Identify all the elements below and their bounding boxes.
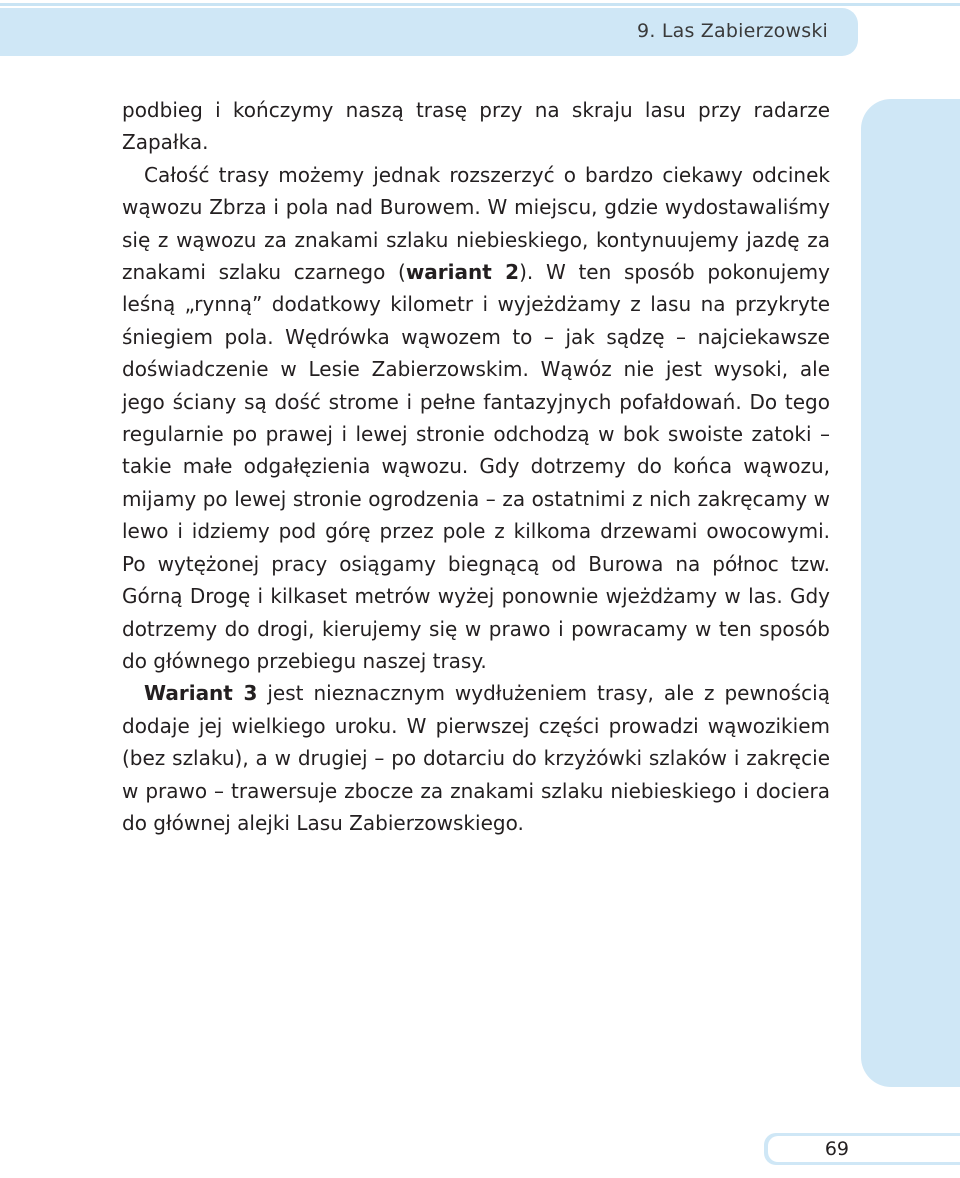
paragraph-3 <box>122 677 830 839</box>
body-text <box>122 94 830 839</box>
chapter-header <box>0 8 858 56</box>
page-number-box-inner <box>768 1136 960 1162</box>
wariant-2-label: wariant 2 <box>405 260 520 285</box>
wariant-3-label: Wariant 3 <box>144 681 258 706</box>
chapter-title: 9. Las Zabierzowski <box>637 20 828 42</box>
paragraph-3-text: jest nieznacznym wydłużeniem trasy, ale z pewnością dodaje jej wielkiego uroku. W pierwszej części prowadzi wąwozikiem (bez szlaku), a w drugiej – po dotarciu do krzyżówki szlaków i zakręcie w prawo – trawersuje zbocze za znakami szlaku niebieskiego i dociera do głównej alejki Lasu Zabierzowskiego. <box>122 681 830 835</box>
paragraph-1-text: podbieg i kończymy naszą trasę przy na skraju lasu przy radarze Zapałka. <box>122 98 830 155</box>
top-rule <box>0 3 960 6</box>
paragraph-1 <box>122 94 830 159</box>
paragraph-2-text-end: ). W ten sposób pokonujemy leśną „rynną” dodatkowy kilometr i wyjeżdżamy z lasu na przykryte śniegiem pola. Wędrówka wąwozem to – jak sądzę – najciekawsze doświadczenie w Lesie Zabierzowskim. Wąwóz nie jest wysoki, ale jego ściany są dość strome i pełne fantazyjnych pofałdowań. Do tego regularnie po prawej i lewej stronie odchodzą w bok swoiste zatoki – takie małe odgałęzienia wąwozu. Gdy dotrzemy do końca wąwozu, mijamy po lewej stronie ogrodzenia – za ostatnimi z nich zakręcamy w lewo i idziemy pod górę przez pole z kilkoma drzewami owocowymi. Po wytężonej pracy osiągamy biegnącą od Burowa na północ tzw. Górną Drogę i kilkaset metrów wyżej ponownie wjeżdżamy w las. Gdy dotrzemy do drogi, kierujemy się w prawo i powracamy w ten sposób do głównego przebiegu naszej trasy. <box>122 260 830 673</box>
page-number: 69 <box>824 1138 849 1160</box>
paragraph-2-text-start: Całość trasy możemy jednak rozszerzyć o bardzo ciekawy odcinek wąwozu Zbrza i pola nad Burowem. W miejscu, gdzie wydostawaliśmy się z wąwozu za znakami szlaku niebieskiego, kontynuujemy jazdę za znakami szlaku czarnego ( <box>122 162 830 285</box>
page-number-box <box>764 1133 960 1165</box>
paragraph-2 <box>122 159 830 678</box>
side-thumb-tab <box>861 99 960 1087</box>
